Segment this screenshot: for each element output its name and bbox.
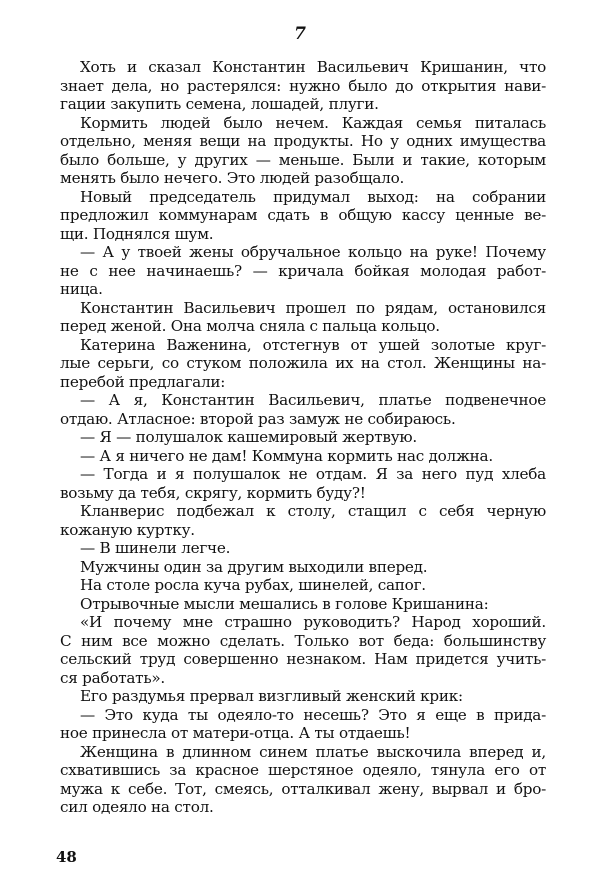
text-line: лые серьги, со стуком положила их на стол. Женщины на- xyxy=(60,354,546,372)
text-line: перебой предлагали: xyxy=(60,372,226,391)
text-line: было больше, у других — меньше. Были и такие, которым xyxy=(60,150,546,169)
text-line: ся работать». xyxy=(60,668,165,687)
text-line: — Я — полушалок кашемировый жертвую. xyxy=(80,428,417,446)
text-line: кожаную куртку. xyxy=(60,520,195,539)
text-line: Отрывочные мысли мешались в голове Кришанина: xyxy=(80,594,489,613)
text-line: Кланверис подбежал к столу, стащил с себя черную xyxy=(80,502,546,520)
text-line: Катерина Важенина, отстегнув от ушей золотые круг- xyxy=(80,335,546,354)
text-line: — А я ничего не дам! Коммуна кормить нас должна. xyxy=(80,446,493,465)
text-line: — А у твоей жены обручальное кольцо на руке! Почему xyxy=(80,243,546,261)
chapter-number: 7 xyxy=(294,24,306,44)
text-line: ница. xyxy=(60,280,103,298)
text-line: Женщина в длинном синем платье выскочила вперед и, xyxy=(80,742,546,761)
text-line: Мужчины один за другим выходили вперед. xyxy=(80,557,428,576)
text-line: Новый председатель придумал выход: на собрании xyxy=(80,187,546,206)
text-line: — А я, Константин Васильевич, платье подвенечное xyxy=(80,391,546,409)
text-line: не с нее начинаешь? — кричала бойкая молодая работ- xyxy=(60,261,546,280)
page-number: 48 xyxy=(56,848,77,866)
text-line: возьму да тебя, скрягу, кормить буду?! xyxy=(60,483,366,502)
text-line: знает дела, но растерялся: нужно было до открытия нави- xyxy=(60,76,546,95)
text-line: На столе росла куча рубах, шинелей, сапог. xyxy=(80,576,426,594)
text-line: отдельно, меняя вещи на продукты. Но у одних имущества xyxy=(60,132,546,150)
text-line: предложил коммунарам сдать в общую кассу ценные ве- xyxy=(60,206,546,224)
text-line: Константин Васильевич прошел по рядам, остановился xyxy=(80,298,546,317)
text-line: Хоть и сказал Константин Васильевич Кришанин, что xyxy=(80,58,546,76)
text-line: С ним все можно сделать. Только вот беда: большинству xyxy=(60,631,546,650)
text-line: Его раздумья прервал визгливый женский крик: xyxy=(80,687,463,705)
text-line: Кормить людей было нечем. Каждая семья питалась xyxy=(80,113,546,132)
text-line: перед женой. Она молча сняла с пальца кольцо. xyxy=(60,317,440,335)
text-line: схватившись за красное шерстяное одеяло, тянула его от xyxy=(60,761,546,779)
text-line: сельский труд совершенно незнаком. Нам придется учить- xyxy=(60,650,546,668)
text-line: мужа к себе. Тот, смеясь, отталкивал жену, вырвал и бро- xyxy=(60,779,546,798)
text-line: — Это куда ты одеяло-то несешь? Это я еще в прида- xyxy=(80,705,546,724)
text-line: гации закупить семена, лошадей, плуги. xyxy=(60,95,379,113)
text-line: — В шинели легче. xyxy=(80,539,231,557)
text-line: отдаю. Атласное: второй раз замуж не собираюсь. xyxy=(60,409,456,428)
text-line: щи. Поднялся шум. xyxy=(60,224,214,243)
text-line: менять было нечего. Это людей разобщало. xyxy=(60,169,405,187)
text-line: — Тогда и я полушалок не отдам. Я за него пуд хлеба xyxy=(80,465,546,483)
text-line: ное принесла от матери-отца. А ты отдаешь! xyxy=(60,724,411,742)
text-line: «И почему мне страшно руководить? Народ хороший. xyxy=(80,613,546,631)
body-text xyxy=(60,58,546,817)
text-line: сил одеяло на стол. xyxy=(60,798,214,816)
